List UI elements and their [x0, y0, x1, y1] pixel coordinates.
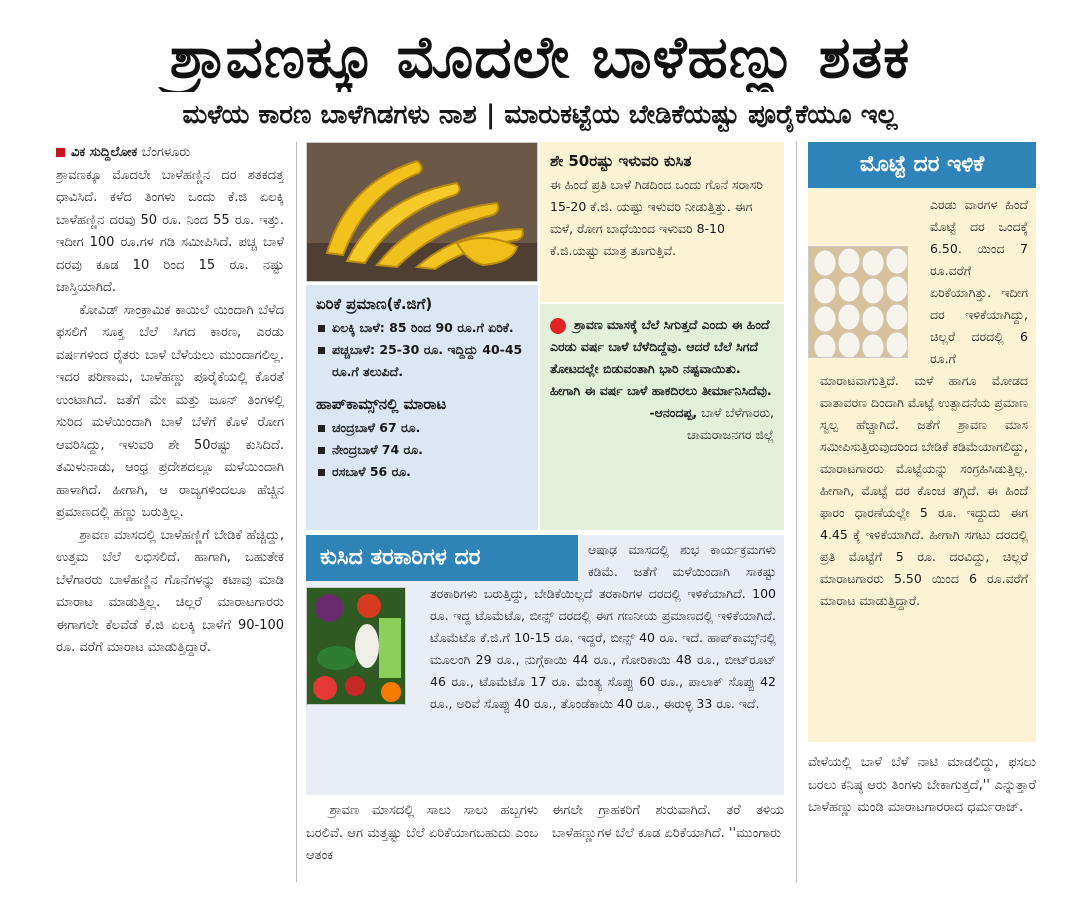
list-item: ಪಚ್ಚಬಾಳೆ: 25-30 ರೂ. ಇದ್ದಿದ್ದು 40-45 ರೂ.ಗೆ ತಲುಪಿದೆ.: [316, 339, 528, 383]
quote-source: [550, 402, 774, 424]
eggs-icon: [809, 247, 908, 358]
paragraph: ಶ್ರಾವಣಕ್ಕೂ ಮೊದಲೇ ಬಾಳೆಹಣ್ಣಿನ ದರ ಶತಕದತ್ತ ಧಾವಿಸಿದೆ. ಕಳೆದ ತಿಂಗಳು ಒಂದು ಕೆ.ಜಿ ಏಲಕ್ಕಿ ಬಾಳೆಹಣ್ಣಿನ ದರವು 50 ರೂ. ನಿಂದ 55 ರೂ. ಇತ್ತು. ಇದೀಗ 100 ರೂ.ಗಳ ಗಡಿ ಸಮೀಪಿಸಿದೆ. ಪಚ್ಚ ಬಾಳೆ ದರವು ಕೂಡ 10 ರಿಂದ 15 ರೂ. ನಷ್ಟು ಜಾಸ್ತಿಯಾಗಿದೆ.: [56, 167, 284, 295]
subheadline: ಮಳೆಯ ಕಾರಣ ಬಾಳೆಗಿಡಗಳು ನಾಶ | ಮಾರುಕಟ್ಟೆಯ ಬೇಡಿಕೆಯಷ್ಟು ಪೂರೈಕೆಯೂ ಇಲ್ಲ: [182, 100, 898, 130]
quote-text-wrap: [550, 314, 774, 402]
price-rise-title: ಏರಿಕೆ ಪ್ರಮಾಣ(ಕೆ.ಜಿಗೆ): [316, 295, 433, 313]
egg-price-box: [808, 142, 1036, 742]
quote-text: ಶ್ರಾವಣ ಮಾಸಕ್ಕೆ ಬೆಲೆ ಸಿಗುತ್ತದೆ ಎಂದು ಈ ಹಿಂದೆ ಎರಡು ವರ್ಷ ಬಾಳೆ ಬೆಳೆದಿದ್ದೆವು. ಆದರೆ ಬೆಲೆ ಸಿಗದೆ ತೋಟದಲ್ಲೇ ಬಿಡುವಂತಾಗಿ ಭಾರಿ ನಷ್ಟವಾಯಿತು. ಹೀಗಾಗಿ ಈ ವರ್ಷ ಬಾಳೆ ಹಾಕದಿರಲು ತೀರ್ಮಾನಿಸಿದೆವು.: [550, 317, 772, 398]
vegetable-prices-box: [306, 535, 784, 795]
column-divider: [796, 142, 797, 882]
left-column: [56, 142, 284, 882]
list-item: ಚಂದ್ರಬಾಳೆ 67 ರೂ.: [316, 417, 528, 439]
list-item: ನೇಂದ್ರಬಾಳೆ 74 ರೂ.: [316, 439, 528, 461]
price-rise-box: [306, 285, 538, 530]
byline-agency: ವಿಕ ಸುದ್ದಿಲೋಕ: [71, 145, 138, 160]
yield-drop-title: ಶೇ 50ರಷ್ಟು ಇಳುವರಿ ಕುಸಿತ: [550, 152, 692, 170]
byline-square-icon: [56, 148, 65, 157]
vegetables-photo: [306, 587, 406, 705]
farmer-quote-box: [540, 304, 784, 530]
quote-author: -ಆನಂದಪ್ಪ,: [649, 405, 698, 420]
paragraph: ಈಗಲೇ ಗ್ರಾಹಕರಿಗೆ ಶುರುವಾಗಿದೆ. ತರೆ ತಳಿಯ ಬಾಳೆಹಣ್ಣುಗಳ ಬೆಲೆ ಕೂಡ ಏರಿಕೆಯಾಗಿದೆ. ''ಮುಂಗಾರು: [552, 803, 784, 841]
bottom-column-3: [808, 752, 1036, 882]
list-item: ರಸಬಾಳೆ 56 ರೂ.: [316, 461, 528, 483]
vegetable-text-body: ಆಷಾಢ ಮಾಸದಲ್ಲಿ ಶುಭ ಕಾರ್ಯಕ್ರಮಗಳು ಕಡಿಮೆ. ಜತೆಗೆ ಮಳೆಯಿಂದಾಗಿ ಸಾಕಷ್ಟು ತರಕಾರಿಗಳು ಬರುತ್ತಿದ್ದು, ಬೇಡಿಕೆಯಿಲ್ಲದೆ ತರಕಾರಿಗಳ ದರದಲ್ಲಿ ಇಳಿಕೆಯಾಗಿದೆ. 100 ರೂ. ಇದ್ದ ಟೊಮೆಟೊ, ಬೀನ್ಸ್ ದರದಲ್ಲಿ ಈಗ ಗಣನೀಯ ಪ್ರಮಾಣದಲ್ಲಿ ಇಳಿಕೆಯಾಗಿದೆ. ಟೊಮೆಟೊ ಕೆ.ಜಿ.ಗೆ 10-15 ರೂ. ಇದ್ದರೆ, ಬೀನ್ಸ್ 40 ರೂ. ಇದೆ. ಹಾಪ್‌ಕಾಮ್ಸ್‌ನಲ್ಲಿ ಮೂಲಂಗಿ 29 ರೂ., ನುಗ್ಗೆಕಾಯಿ 44 ರೂ., ಗೋರಿಕಾಯಿ 48 ರೂ., ಬೀಟ್‌ರೂಟ್ 46 ರೂ., ಟೊಮೆಟೊ 17 ರೂ. ಮೆಂತ್ಯ ಸೊಪ್ಪು 60 ರೂ., ಪಾಲಾಕ್ ಸೊಪ್ಪು 42 ರೂ., ಅರಿವೆ ಸೊಪ್ಪು 40 ರೂ., ತೊಂಡೆಕಾಯಿ 40 ರೂ., ಈರುಳ್ಳಿ 33 ರೂ. ಇದೆ.: [430, 542, 776, 711]
list-item: ಏಲಕ್ಕಿ ಬಾಳೆ: 85 ರಿಂದ 90 ರೂ.ಗೆ ಏರಿಕೆ.: [316, 317, 528, 339]
paragraph: ಶ್ರಾವಣ ಮಾಸದಲ್ಲಿ ಸಾಲು ಸಾಲು ಹಬ್ಬಗಳು ಬರಲಿವೆ. ಆಗ ಮತ್ತಷ್ಟು ಬೆಲೆ ಏರಿಕೆಯಾಗಬಹುದು ಎಂಬ ಆತಂಕ: [306, 803, 538, 863]
egg-price-text-body: ಎರಡು ವಾರಗಳ ಹಿಂದೆ ಮೊಟ್ಟೆ ದರ ಒಂದಕ್ಕೆ 6.50. ಯಿಂದ 7 ರೂ.ವರೆಗೆ ಏರಿಕೆಯಾಗಿತ್ತು. ಇದೀಗ ದರ ಇಳಿಕೆಯಾಗಿದ್ದು, ಚಿಲ್ಲರೆ ದರದಲ್ಲಿ 6 ರೂ.ಗೆ ಮಾರಾಟವಾಗುತ್ತಿದೆ. ಮಳೆ ಹಾಗೂ ಮೋಡದ ವಾತಾವರಣ ದಿಂದಾಗಿ ಮೊಟ್ಟೆ ಉತ್ಪಾದನೆಯ ಪ್ರಮಾಣ ಸ್ವಲ್ಪ ಹೆಚ್ಚಾಗಿದೆ. ಜತೆಗೆ ಶ್ರಾವಣ ಮಾಸ ಸಮೀಪಿಸುತ್ತಿರುವುದರಿಂದ ಬೇಡಿಕೆ ಕಡಿಮೆಯಾಗಲಿದ್ದು, ಮಾರಾಟಗಾರರು ಮೊಟ್ಟೆಯನ್ನು ಸಂಗ್ರಹಿಸಿಡುತ್ತಿಲ್ಲ. ಹೀಗಾಗಿ, ಮೊಟ್ಟೆ ದರ ಕೊಂಚ ತಗ್ಗಿದೆ. ಈ ಹಿಂದೆ ಫಾರಂ ಧಾರಣೆಯಲ್ಲೇ 5 ರೂ. ಇದ್ದುದು ಈಗ 4.45 ಕ್ಕೆ ಇಳಿಕೆಯಾಗಿದೆ. ಹೀಗಾಗಿ ಸಗಟು ದರದಲ್ಲಿ ಪ್ರತಿ ಮೊಟ್ಟೆಗೆ 5 ರೂ. ದರವಿದ್ದು, ಚಿಲ್ಲರೆ ಮಾರಾಟಗಾರರು 5.50 ಯಿಂದ 6 ರೂ.ವರೆಗೆ ಮಾರಾಟ ಮಾಡುತ್ತಿದ್ದಾರೆ.: [820, 197, 1028, 608]
eggs-photo: [808, 246, 908, 358]
paragraph: ವೇಳೆಯಲ್ಲಿ ಬಾಳೆ ಬೆಳೆ ನಾಟಿ ಮಾಡಲಿದ್ದು, ಫಸಲು ಬರಲು ಕನಿಷ್ಠ ಆರು ತಿಂಗಳು ಬೇಕಾಗುತ್ತದೆ,'' ಎನ್ನುತ್ತಾರೆ ಬಾಳೆಹಣ್ಣು ಮಂಡಿ ಮಾರಾಟಗಾರರಾದ ಧರ್ಮರಾಜ್.: [808, 755, 1036, 815]
quote-role: ಬಾಳೆ ಬೆಳೆಗಾರರು,: [701, 405, 774, 420]
quote-bullet-icon: [550, 318, 566, 334]
headline: ಶ್ರಾವಣಕ್ಕೂ ಮೊದಲೇ ಬಾಳೆಹಣ್ಣು ಶತಕ: [169, 23, 911, 91]
banana-photo: [306, 142, 538, 282]
hopcoms-title: ಹಾಪ್‌ಕಾಮ್ಸ್‌ನಲ್ಲಿ ಮಾರಾಟ: [316, 395, 447, 413]
vegetables-icon: [307, 588, 406, 705]
quote-place: ಚಾಮರಾಜನಗರ ಜಿಲ್ಲೆ: [686, 427, 774, 442]
bottom-column-1: [306, 800, 538, 890]
paragraph: ಶ್ರಾವಣ ಮಾಸದಲ್ಲಿ ಬಾಳೆಹಣ್ಣಿಗೆ ಬೇಡಿಕೆ ಹೆಚ್ಚಿದ್ದು, ಉತ್ತಮ ಬೆಲೆ ಲಭಿಸಲಿದೆ. ಹಾಗಾಗಿ, ಬಹುತೇಕ ಬೆಳೆಗಾರರು ಬಾಳೆಹಣ್ಣಿನ ಗೊನೆಗಳನ್ನು ಕಟಾವು ಮಾಡಿ ಮಾರಾಟ ಮಾಡುತ್ತಿಲ್ಲ. ಚಿಲ್ಲರೆ ಮಾರಾಟಗಾರರು ಈಗಾಗಲೇ ಕೆಲವೆಡೆ ಕೆ.ಜಿ ಏಲಕ್ಕಿ ಬಾಳೆಗೆ 90-100 ರೂ. ವರೆಗೆ ಮಾರಾಟ ಮಾಡುತ್ತಿದ್ದಾರೆ.: [56, 527, 284, 655]
yield-drop-text: ಈ ಹಿಂದೆ ಪ್ರತಿ ಬಾಳೆ ಗಿಡದಿಂದ ಒಂದು ಗೊನೆ ಸರಾಸರಿ 15-20 ಕೆ.ಜಿ. ಯಷ್ಟು ಇಳುವರಿ ನೀಡುತ್ತಿತ್ತು. ಈಗ ಮಳೆ, ರೋಗ ಬಾಧೆಯಿಂದ ಇಳುವರಿ 8-10 ಕೆ.ಜಿ.ಯಷ್ಟು ಮಾತ್ರ ತೂಗುತ್ತಿವೆ.: [550, 177, 763, 258]
column-divider: [296, 142, 297, 882]
yield-drop-box: [540, 142, 784, 302]
paragraph: ಕೋವಿಡ್ ಸಾಂಕ್ರಾಮಿಕ ಕಾಯಿಲೆ ಯಿಂದಾಗಿ ಬೆಳೆದ ಫಸಲಿಗೆ ಸೂಕ್ತ ಬೆಲೆ ಸಿಗದ ಕಾರಣ, ಎರಡು ವರ್ಷಗಳಿಂದ ರೈತರು ಬಾಳೆ ಬೆಳೆಯಲು ಮುಂದಾಗಲಿಲ್ಲ. ಇದರ ಪರಿಣಾಮ, ಬಾಳೆಹಣ್ಣು ಪೂರೈಕೆಯಲ್ಲಿ ಕೊರತೆ ಉಂಟಾಗಿದೆ. ಜತೆಗೆ ಮೇ ಮತ್ತು ಜೂನ್ ತಿಂಗಳಲ್ಲಿ ಸುರಿದ ಮಳೆಯಿಂದಾಗಿ ಬಾಳೆ ಬೆಳೆಗೆ ಕೊಳೆ ರೋಗ ಆವರಿಸಿದ್ದು, ಇಳುವರಿ ಶೇ 50ರಷ್ಟು ಕುಸಿದಿದೆ. ತಮಿಳುನಾಡು, ಆಂಧ್ರ ಪ್ರದೇಶದಲ್ಲೂ ಮಳೆಯಿಂದಾಗಿ ಹಾಳಾಗಿದೆ. ಹೀಗಾಗಿ, ಆ ರಾಜ್ಯಗಳಿಂದಲೂ ಹೆಚ್ಚಿನ ಪ್ರಮಾಣದಲ್ಲಿ ಹಣ್ಣು ಬರುತ್ತಿಲ್ಲ.: [56, 302, 284, 520]
price-rise-list: [316, 317, 528, 383]
egg-price-title: ಮೊಟ್ಟೆ ದರ ಇಳಿಕೆ: [808, 142, 1036, 188]
vegetable-prices-title: ಕುಸಿದ ತರಕಾರಿಗಳ ದರ: [306, 535, 578, 581]
byline-city: ಬೆಂಗಳೂರು: [141, 145, 191, 160]
banana-icon: [307, 143, 538, 282]
bottom-column-2: [552, 800, 784, 890]
byline: [56, 142, 284, 165]
hopcoms-list: [316, 417, 528, 483]
